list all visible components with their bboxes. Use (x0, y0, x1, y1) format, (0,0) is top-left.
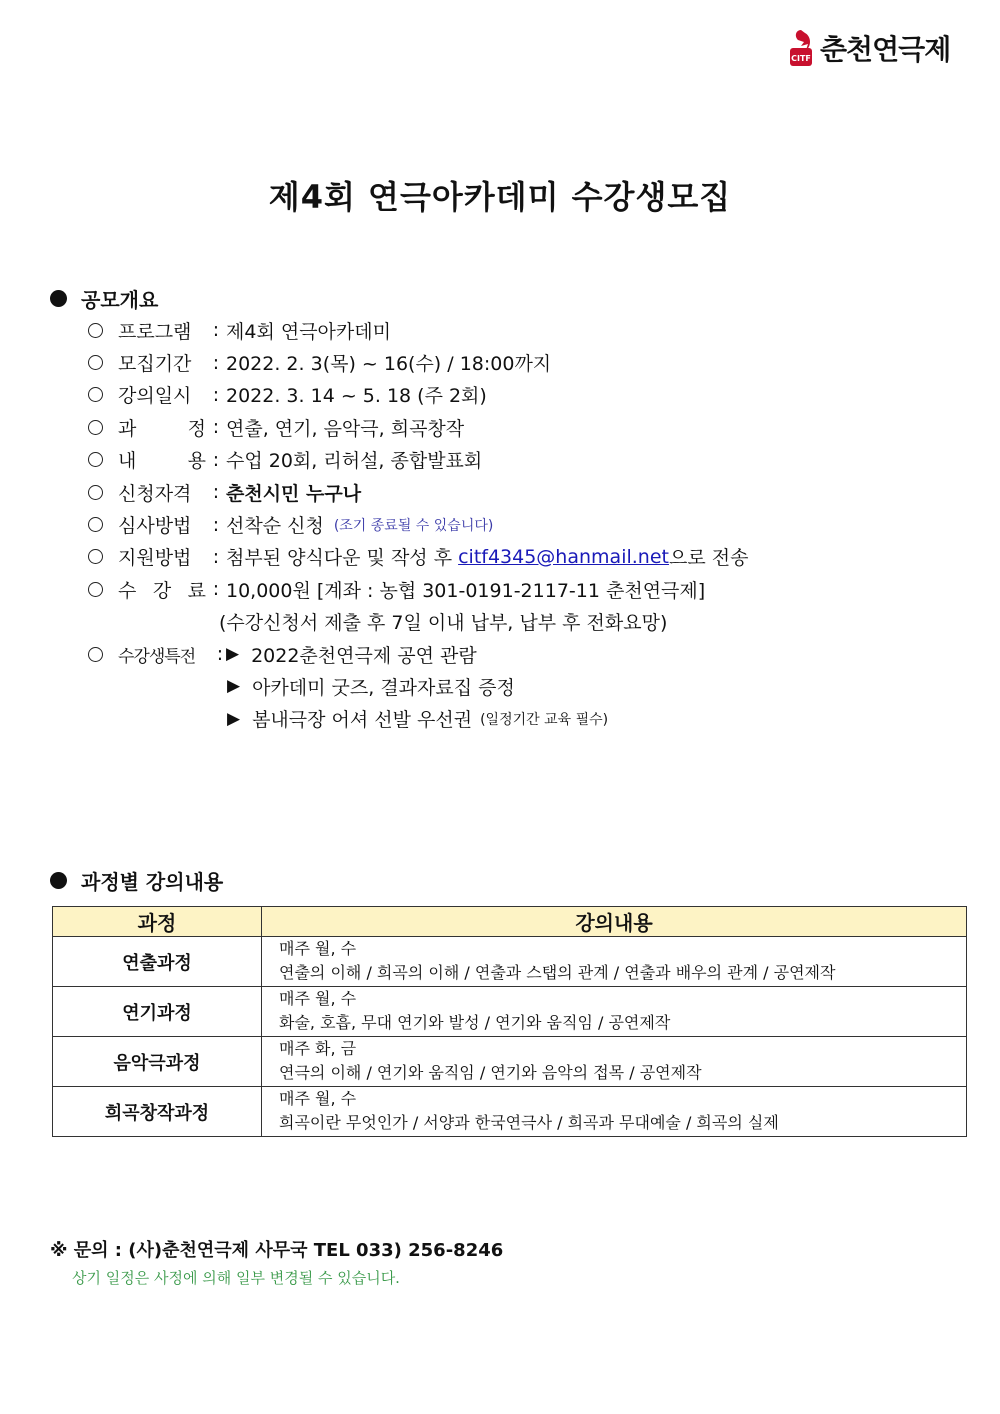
colon: : (216, 643, 224, 666)
contact-info: ※ 문의 : (사)춘천연극제 사무국 TEL 033) 256-8246 (50, 1240, 504, 1261)
page-title: 제4회 연극아카데미 수강생모집 (268, 178, 732, 216)
item-label (118, 576, 206, 603)
perk-item: 아카데미 굿즈, 결과자료집 증정 (252, 676, 515, 699)
table-row (53, 1087, 967, 1137)
list-item-selection (88, 508, 968, 540)
course-name: 연출과정 (53, 937, 262, 987)
label-char: 료 (187, 579, 206, 602)
item-label (118, 446, 206, 473)
colon: : (212, 513, 220, 536)
course-content: 연극의 이해 / 연기와 움직임 / 연기와 음악의 접목 / 공연제작 (279, 1063, 702, 1082)
colon: : (212, 448, 220, 471)
list-item-eligibility (88, 476, 968, 508)
fee-note: (수강신청서 제출 후 7일 이내 납부, 납부 후 전화요망) (219, 612, 668, 635)
item-label: 지원방법 (118, 547, 192, 570)
courses-heading (50, 866, 223, 895)
course-name: 연기과정 (53, 987, 262, 1037)
early-close-note: (조기 종료될 수 있습니다) (333, 517, 494, 534)
perk-item: 2022춘천연극제 공연 관람 (251, 644, 477, 667)
colon: : (212, 578, 220, 601)
courses-table (52, 906, 967, 1137)
table-row (53, 987, 967, 1037)
item-label: 강의일시 (118, 385, 192, 408)
colon: : (212, 545, 220, 568)
triangle-bullet-icon: ▶ (226, 644, 240, 665)
table-row (53, 937, 967, 987)
email-link[interactable]: citf4345@hanmail.net (458, 545, 669, 568)
label-char: 강 (152, 579, 172, 602)
item-value: 2022. 2. 3(목) ~ 16(수) / 18:00까지 (226, 353, 552, 376)
colon: : (212, 351, 220, 374)
list-item-fee (88, 573, 968, 605)
colon: : (212, 319, 220, 342)
item-value: 수업 20회, 리허설, 종합발표회 (226, 450, 483, 473)
course-desc (262, 1087, 967, 1137)
colon: : (212, 481, 220, 504)
courses-heading-text: 과정별 강의내용 (81, 870, 224, 894)
course-content: 연출의 이해 / 희곡의 이해 / 연출과 스탭의 관계 / 연출과 배우의 관계 / 공연제작 (279, 963, 836, 982)
label-char: 과 (118, 417, 137, 440)
circle-bullet-icon (88, 420, 103, 435)
logo-mark-text: CITF (791, 54, 811, 63)
circle-bullet-icon (88, 387, 103, 402)
circle-bullet-icon (88, 549, 103, 564)
course-schedule: 매주 월, 수 (279, 939, 357, 958)
circle-bullet-icon (88, 647, 103, 662)
course-content: 희곡이란 무엇인가 / 서양과 한국연극사 / 희곡과 무대예술 / 희곡의 실제 (279, 1113, 779, 1132)
festival-logo-icon (788, 28, 814, 68)
item-value: 제4회 연극아카데미 (226, 320, 391, 343)
list-item-content (88, 444, 968, 476)
course-desc (262, 987, 967, 1037)
circle-bullet-icon (88, 355, 103, 370)
item-value: 선착순 신청 (226, 515, 324, 538)
item-value: 첨부된 양식다운 및 작성 후 (226, 547, 459, 570)
label-char: 수 (118, 579, 137, 602)
item-label (118, 414, 206, 441)
item-label: 프로그램 (118, 320, 192, 343)
course-schedule: 매주 월, 수 (279, 1089, 357, 1108)
circle-bullet-icon (88, 452, 103, 467)
item-label: 모집기간 (118, 353, 192, 376)
course-schedule: 매주 월, 수 (279, 989, 357, 1008)
overview-heading (50, 284, 158, 313)
list-item-recruit-period (88, 346, 968, 378)
benefit-row (88, 703, 968, 735)
table-row (53, 1037, 967, 1087)
item-value: 10,000원 [계좌 : 농협 301-0191-2117-11 춘천연극제] (226, 579, 706, 602)
item-label: 신청자격 (118, 482, 192, 505)
item-label: 수강생특전 (118, 646, 196, 667)
colon: : (212, 383, 220, 406)
overview-heading-text: 공모개요 (81, 288, 159, 312)
list-item-course (88, 411, 968, 443)
list-item-benefits (88, 638, 968, 670)
column-header-content: 강의내용 (262, 907, 967, 937)
fee-continuation (88, 606, 968, 638)
triangle-bullet-icon: ▶ (227, 676, 241, 697)
triangle-bullet-icon: ▶ (227, 708, 241, 729)
item-value: 2022. 3. 14 ~ 5. 18 (주 2회) (226, 385, 487, 408)
list-item-program (88, 314, 968, 346)
item-value-suffix: 으로 전송 (668, 547, 749, 570)
column-header-course: 과정 (53, 907, 262, 937)
festival-logo (788, 28, 950, 68)
list-item-lecture-dates (88, 379, 968, 411)
table-header-row (53, 907, 967, 937)
logo-text: 춘천연극제 (820, 33, 951, 66)
circle-bullet-icon (88, 323, 103, 338)
course-name: 희곡창작과정 (53, 1087, 262, 1137)
colon: : (212, 416, 220, 439)
item-value: 춘천시민 누구나 (226, 482, 362, 505)
course-desc (262, 937, 967, 987)
label-char: 내 (118, 450, 137, 473)
label-char: 용 (187, 450, 206, 473)
overview-list (88, 314, 968, 735)
circle-bullet-icon (88, 582, 103, 597)
course-name: 음악극과정 (53, 1037, 262, 1087)
list-item-application (88, 541, 968, 573)
course-schedule: 매주 화, 금 (279, 1039, 357, 1058)
bullet-icon (50, 290, 67, 307)
perk-note: (일정기간 교육 필수) (480, 711, 609, 728)
item-value: 연출, 연기, 음악극, 희곡창작 (226, 417, 465, 440)
schedule-change-notice: 상기 일정은 사정에 의해 일부 변경될 수 있습니다. (72, 1269, 400, 1287)
circle-bullet-icon (88, 517, 103, 532)
label-char: 정 (187, 417, 206, 440)
bullet-icon (50, 872, 67, 889)
course-content: 화술, 호흡, 무대 연기와 발성 / 연기와 움직임 / 공연제작 (279, 1013, 671, 1032)
item-label: 심사방법 (118, 515, 192, 538)
perk-item: 봄내극장 어셔 선발 우선권 (252, 709, 473, 732)
circle-bullet-icon (88, 485, 103, 500)
benefit-row (88, 670, 968, 702)
course-desc (262, 1037, 967, 1087)
